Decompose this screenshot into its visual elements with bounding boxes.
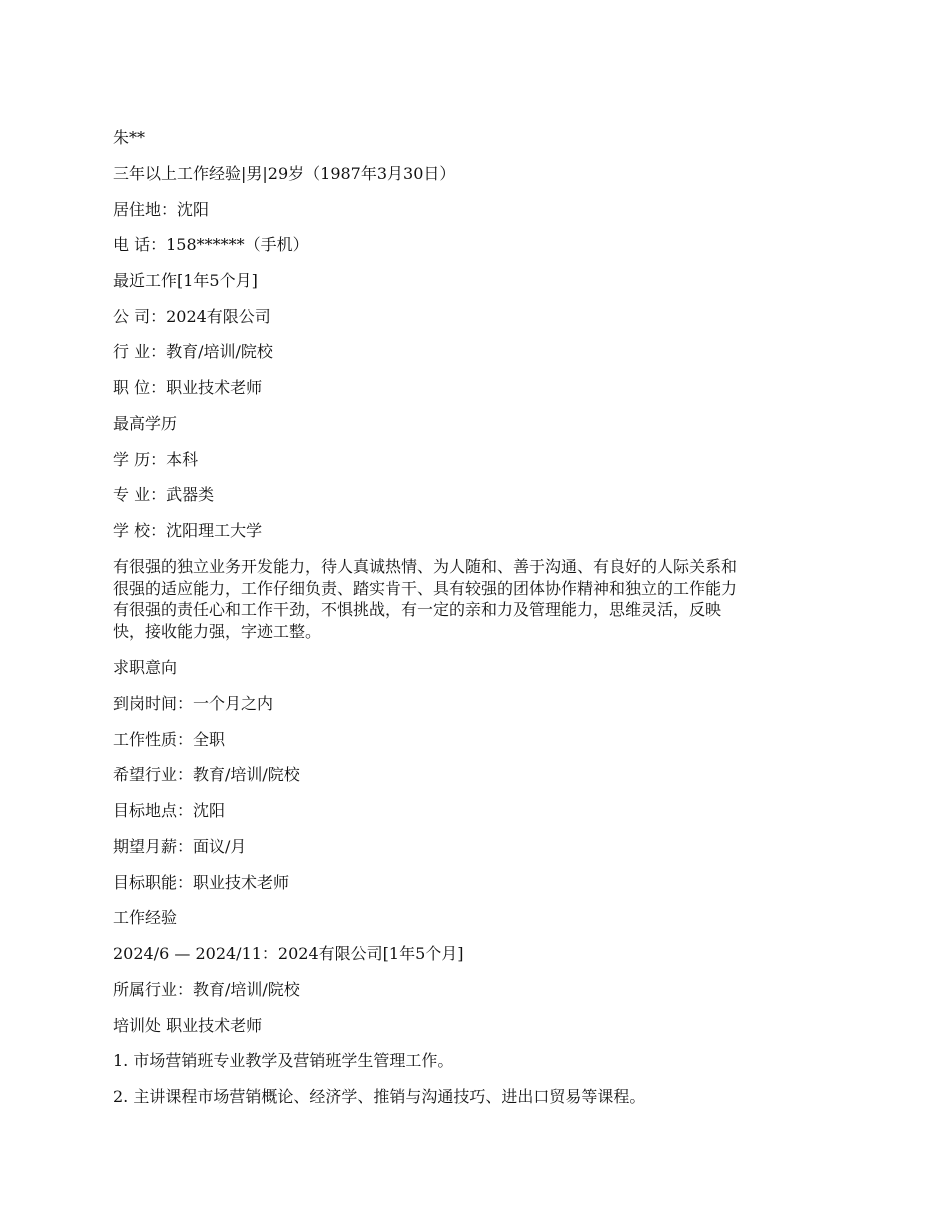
intention-heading: 求职意向 xyxy=(113,658,178,677)
recent-work-heading: 最近工作[1年5个月] xyxy=(113,271,258,290)
self-evaluation-line: 很强的适应能力，工作仔细负责、踏实肯干、具有较强的团体协作精神和独立的工作能力 xyxy=(113,578,738,598)
self-evaluation-line: 有很强的责任心和工作干劲，不惧挑战，有一定的亲和力及管理能力，思维灵活，反映 xyxy=(113,600,722,619)
expected-salary: 期望月薪：面议/月 xyxy=(113,837,247,856)
target-function: 目标职能：职业技术老师 xyxy=(113,873,290,892)
job-type: 工作性质：全职 xyxy=(113,730,226,749)
desired-industry: 希望行业：教育/培训/院校 xyxy=(113,765,300,784)
candidate-summary: 三年以上工作经验|男|29岁（1987年3月30日） xyxy=(113,164,456,183)
major: 专 业：武器类 xyxy=(113,485,215,504)
company: 公 司：2024有限公司 xyxy=(113,307,271,326)
arrival-time: 到岗时间：一个月之内 xyxy=(113,694,274,713)
duty-item: 1. 市场营销班专业教学及营销班学生管理工作。 xyxy=(113,1051,454,1070)
candidate-name: 朱** xyxy=(113,128,146,147)
phone: 电 话：158******（手机） xyxy=(113,235,309,254)
experience-dept-role: 培训处 职业技术老师 xyxy=(113,1016,263,1035)
self-evaluation-line: 有很强的独立业务开发能力，待人真诚热情、为人随和、善于沟通、有良好的人际关系和 xyxy=(113,557,738,576)
self-evaluation xyxy=(113,556,843,642)
residence: 居住地：沈阳 xyxy=(113,200,210,219)
position: 职 位：职业技术老师 xyxy=(113,378,263,397)
school: 学 校：沈阳理工大学 xyxy=(113,521,263,540)
industry: 行 业：教育/培训/院校 xyxy=(113,342,273,361)
experience-period: 2024/6 — 2024/11：2024有限公司[1年5个月] xyxy=(113,944,464,963)
education-heading: 最高学历 xyxy=(113,414,178,433)
degree: 学 历：本科 xyxy=(113,450,199,469)
experience-industry: 所属行业：教育/培训/院校 xyxy=(113,980,300,999)
target-location: 目标地点：沈阳 xyxy=(113,801,226,820)
duty-item: 2. 主讲课程市场营销概论、经济学、推销与沟通技巧、进出口贸易等课程。 xyxy=(113,1087,646,1106)
experience-heading: 工作经验 xyxy=(113,908,178,927)
self-evaluation-line: 快，接收能力强，字迹工整。 xyxy=(113,621,322,641)
